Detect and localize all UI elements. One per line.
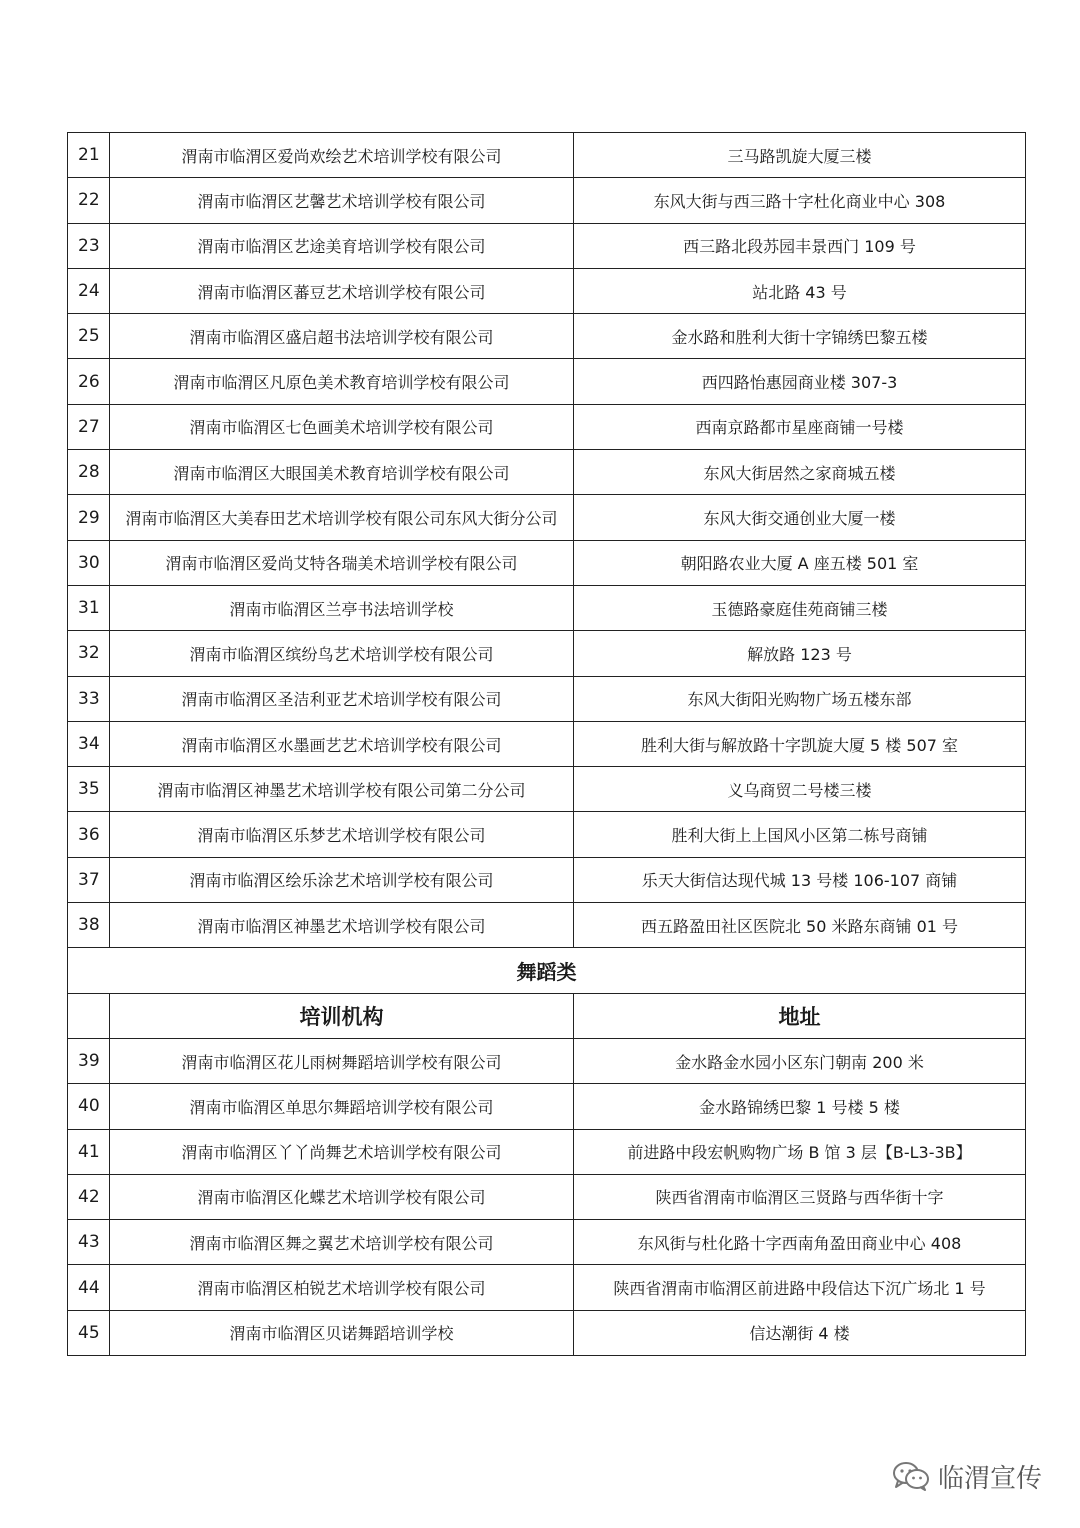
watermark-text: 临渭宣传 [937, 1463, 1042, 1494]
table-row [68, 540, 1026, 585]
table-row [68, 178, 1026, 223]
table-row [68, 314, 1026, 359]
row-number: 34 [68, 721, 110, 766]
table-row [68, 1174, 1026, 1219]
watermark [892, 1456, 1042, 1496]
row-number: 43 [68, 1220, 110, 1265]
training-institution-table [67, 132, 1026, 1356]
row-number: 36 [68, 812, 110, 857]
table-row [68, 1038, 1026, 1083]
header-address: 地址 [574, 993, 1026, 1038]
org-name: 渭南市临渭区化蝶艺术培训学校有限公司 [110, 1174, 574, 1219]
table-row [68, 585, 1026, 630]
row-number: 42 [68, 1174, 110, 1219]
org-address: 胜利大街与解放路十字凯旋大厦 5 楼 507 室 [574, 721, 1026, 766]
org-address: 朝阳路农业大厦 A 座五楼 501 室 [574, 540, 1026, 585]
table-row [68, 450, 1026, 495]
org-name: 渭南市临渭区神墨艺术培训学校有限公司第二分公司 [110, 767, 574, 812]
org-address: 东风大街阳光购物广场五楼东部 [574, 676, 1026, 721]
org-name: 渭南市临渭区圣洁利亚艺术培训学校有限公司 [110, 676, 574, 721]
org-address: 东风大街交通创业大厦一楼 [574, 495, 1026, 540]
org-address: 西三路北段苏园丰景西门 109 号 [574, 223, 1026, 268]
table-row [68, 1220, 1026, 1265]
table-row [68, 903, 1026, 948]
org-name: 渭南市临渭区大美春田艺术培训学校有限公司东风大街分公司 [110, 495, 574, 540]
row-number: 32 [68, 631, 110, 676]
section-title-row [68, 948, 1026, 993]
row-number: 44 [68, 1265, 110, 1310]
org-address: 陕西省渭南市临渭区前进路中段信达下沉广场北 1 号 [574, 1265, 1026, 1310]
org-address: 胜利大街上上国风小区第二栋号商铺 [574, 812, 1026, 857]
org-address: 前进路中段宏帆购物广场 B 馆 3 层【B-L3-3B】 [574, 1129, 1026, 1174]
row-number: 39 [68, 1038, 110, 1083]
org-address: 西四路怡惠园商业楼 307-3 [574, 359, 1026, 404]
wechat-icon [892, 1461, 930, 1491]
org-name: 渭南市临渭区七色画美术培训学校有限公司 [110, 404, 574, 449]
row-number: 28 [68, 450, 110, 495]
org-address: 金水路锦绣巴黎 1 号楼 5 楼 [574, 1084, 1026, 1129]
row-number: 45 [68, 1310, 110, 1355]
row-number: 41 [68, 1129, 110, 1174]
org-name: 渭南市临渭区柏锐艺术培训学校有限公司 [110, 1265, 574, 1310]
org-name: 渭南市临渭区贝诺舞蹈培训学校 [110, 1310, 574, 1355]
row-number: 33 [68, 676, 110, 721]
org-name: 渭南市临渭区兰亭书法培训学校 [110, 585, 574, 630]
table-row [68, 812, 1026, 857]
table-row [68, 676, 1026, 721]
row-number: 22 [68, 178, 110, 223]
org-name: 渭南市临渭区艺馨艺术培训学校有限公司 [110, 178, 574, 223]
row-number: 23 [68, 223, 110, 268]
org-name: 渭南市临渭区单思尔舞蹈培训学校有限公司 [110, 1084, 574, 1129]
org-address: 东风大街居然之家商城五楼 [574, 450, 1026, 495]
org-address: 解放路 123 号 [574, 631, 1026, 676]
row-number: 37 [68, 857, 110, 902]
table-row [68, 359, 1026, 404]
table-row [68, 1265, 1026, 1310]
row-number: 29 [68, 495, 110, 540]
table-row [68, 857, 1026, 902]
header-number-cell [68, 993, 110, 1038]
org-address: 信达潮街 4 楼 [574, 1310, 1026, 1355]
table-row [68, 495, 1026, 540]
row-number: 24 [68, 268, 110, 313]
org-address: 三马路凯旋大厦三楼 [574, 133, 1026, 178]
header-org: 培训机构 [110, 993, 574, 1038]
org-address: 陕西省渭南市临渭区三贤路与西华街十字 [574, 1174, 1026, 1219]
org-address: 金水路和胜利大街十字锦绣巴黎五楼 [574, 314, 1026, 359]
row-number: 27 [68, 404, 110, 449]
header-row [68, 993, 1026, 1038]
org-address: 西南京路都市星座商铺一号楼 [574, 404, 1026, 449]
org-address: 乐天大街信达现代城 13 号楼 106-107 商铺 [574, 857, 1026, 902]
org-name: 渭南市临渭区爱尚艾特各瑞美术培训学校有限公司 [110, 540, 574, 585]
row-number: 26 [68, 359, 110, 404]
org-name: 渭南市临渭区舞之翼艺术培训学校有限公司 [110, 1220, 574, 1265]
org-address: 站北路 43 号 [574, 268, 1026, 313]
org-name: 渭南市临渭区绘乐涂艺术培训学校有限公司 [110, 857, 574, 902]
row-number: 25 [68, 314, 110, 359]
row-number: 38 [68, 903, 110, 948]
table-body [68, 133, 1026, 1356]
org-name: 渭南市临渭区艺途美育培训学校有限公司 [110, 223, 574, 268]
row-number: 30 [68, 540, 110, 585]
org-name: 渭南市临渭区乐梦艺术培训学校有限公司 [110, 812, 574, 857]
org-name: 渭南市临渭区凡原色美术教育培训学校有限公司 [110, 359, 574, 404]
table-row [68, 1084, 1026, 1129]
org-name: 渭南市临渭区水墨画艺艺术培训学校有限公司 [110, 721, 574, 766]
org-name: 渭南市临渭区大眼国美术教育培训学校有限公司 [110, 450, 574, 495]
table-row [68, 631, 1026, 676]
org-name: 渭南市临渭区丫丫尚舞艺术培训学校有限公司 [110, 1129, 574, 1174]
org-name: 渭南市临渭区盛启超书法培训学校有限公司 [110, 314, 574, 359]
org-address: 东风大街与西三路十字杜化商业中心 308 [574, 178, 1026, 223]
org-name: 渭南市临渭区爱尚欢绘艺术培训学校有限公司 [110, 133, 574, 178]
org-address: 金水路金水园小区东门朝南 200 米 [574, 1038, 1026, 1083]
row-number: 31 [68, 585, 110, 630]
table-row [68, 1310, 1026, 1355]
table-row [68, 223, 1026, 268]
table-row [68, 133, 1026, 178]
row-number: 21 [68, 133, 110, 178]
table-row [68, 1129, 1026, 1174]
table-row [68, 721, 1026, 766]
org-name: 渭南市临渭区蕃豆艺术培训学校有限公司 [110, 268, 574, 313]
org-address: 玉德路豪庭佳苑商铺三楼 [574, 585, 1026, 630]
org-name: 渭南市临渭区神墨艺术培训学校有限公司 [110, 903, 574, 948]
row-number: 40 [68, 1084, 110, 1129]
org-address: 义乌商贸二号楼三楼 [574, 767, 1026, 812]
row-number: 35 [68, 767, 110, 812]
section-title: 舞蹈类 [68, 948, 1026, 993]
table-row [68, 767, 1026, 812]
org-address: 西五路盈田社区医院北 50 米路东商铺 01 号 [574, 903, 1026, 948]
org-name: 渭南市临渭区花儿雨树舞蹈培训学校有限公司 [110, 1038, 574, 1083]
table-row [68, 268, 1026, 313]
org-address: 东风街与杜化路十字西南角盈田商业中心 408 [574, 1220, 1026, 1265]
org-name: 渭南市临渭区缤纷鸟艺术培训学校有限公司 [110, 631, 574, 676]
table-row [68, 404, 1026, 449]
